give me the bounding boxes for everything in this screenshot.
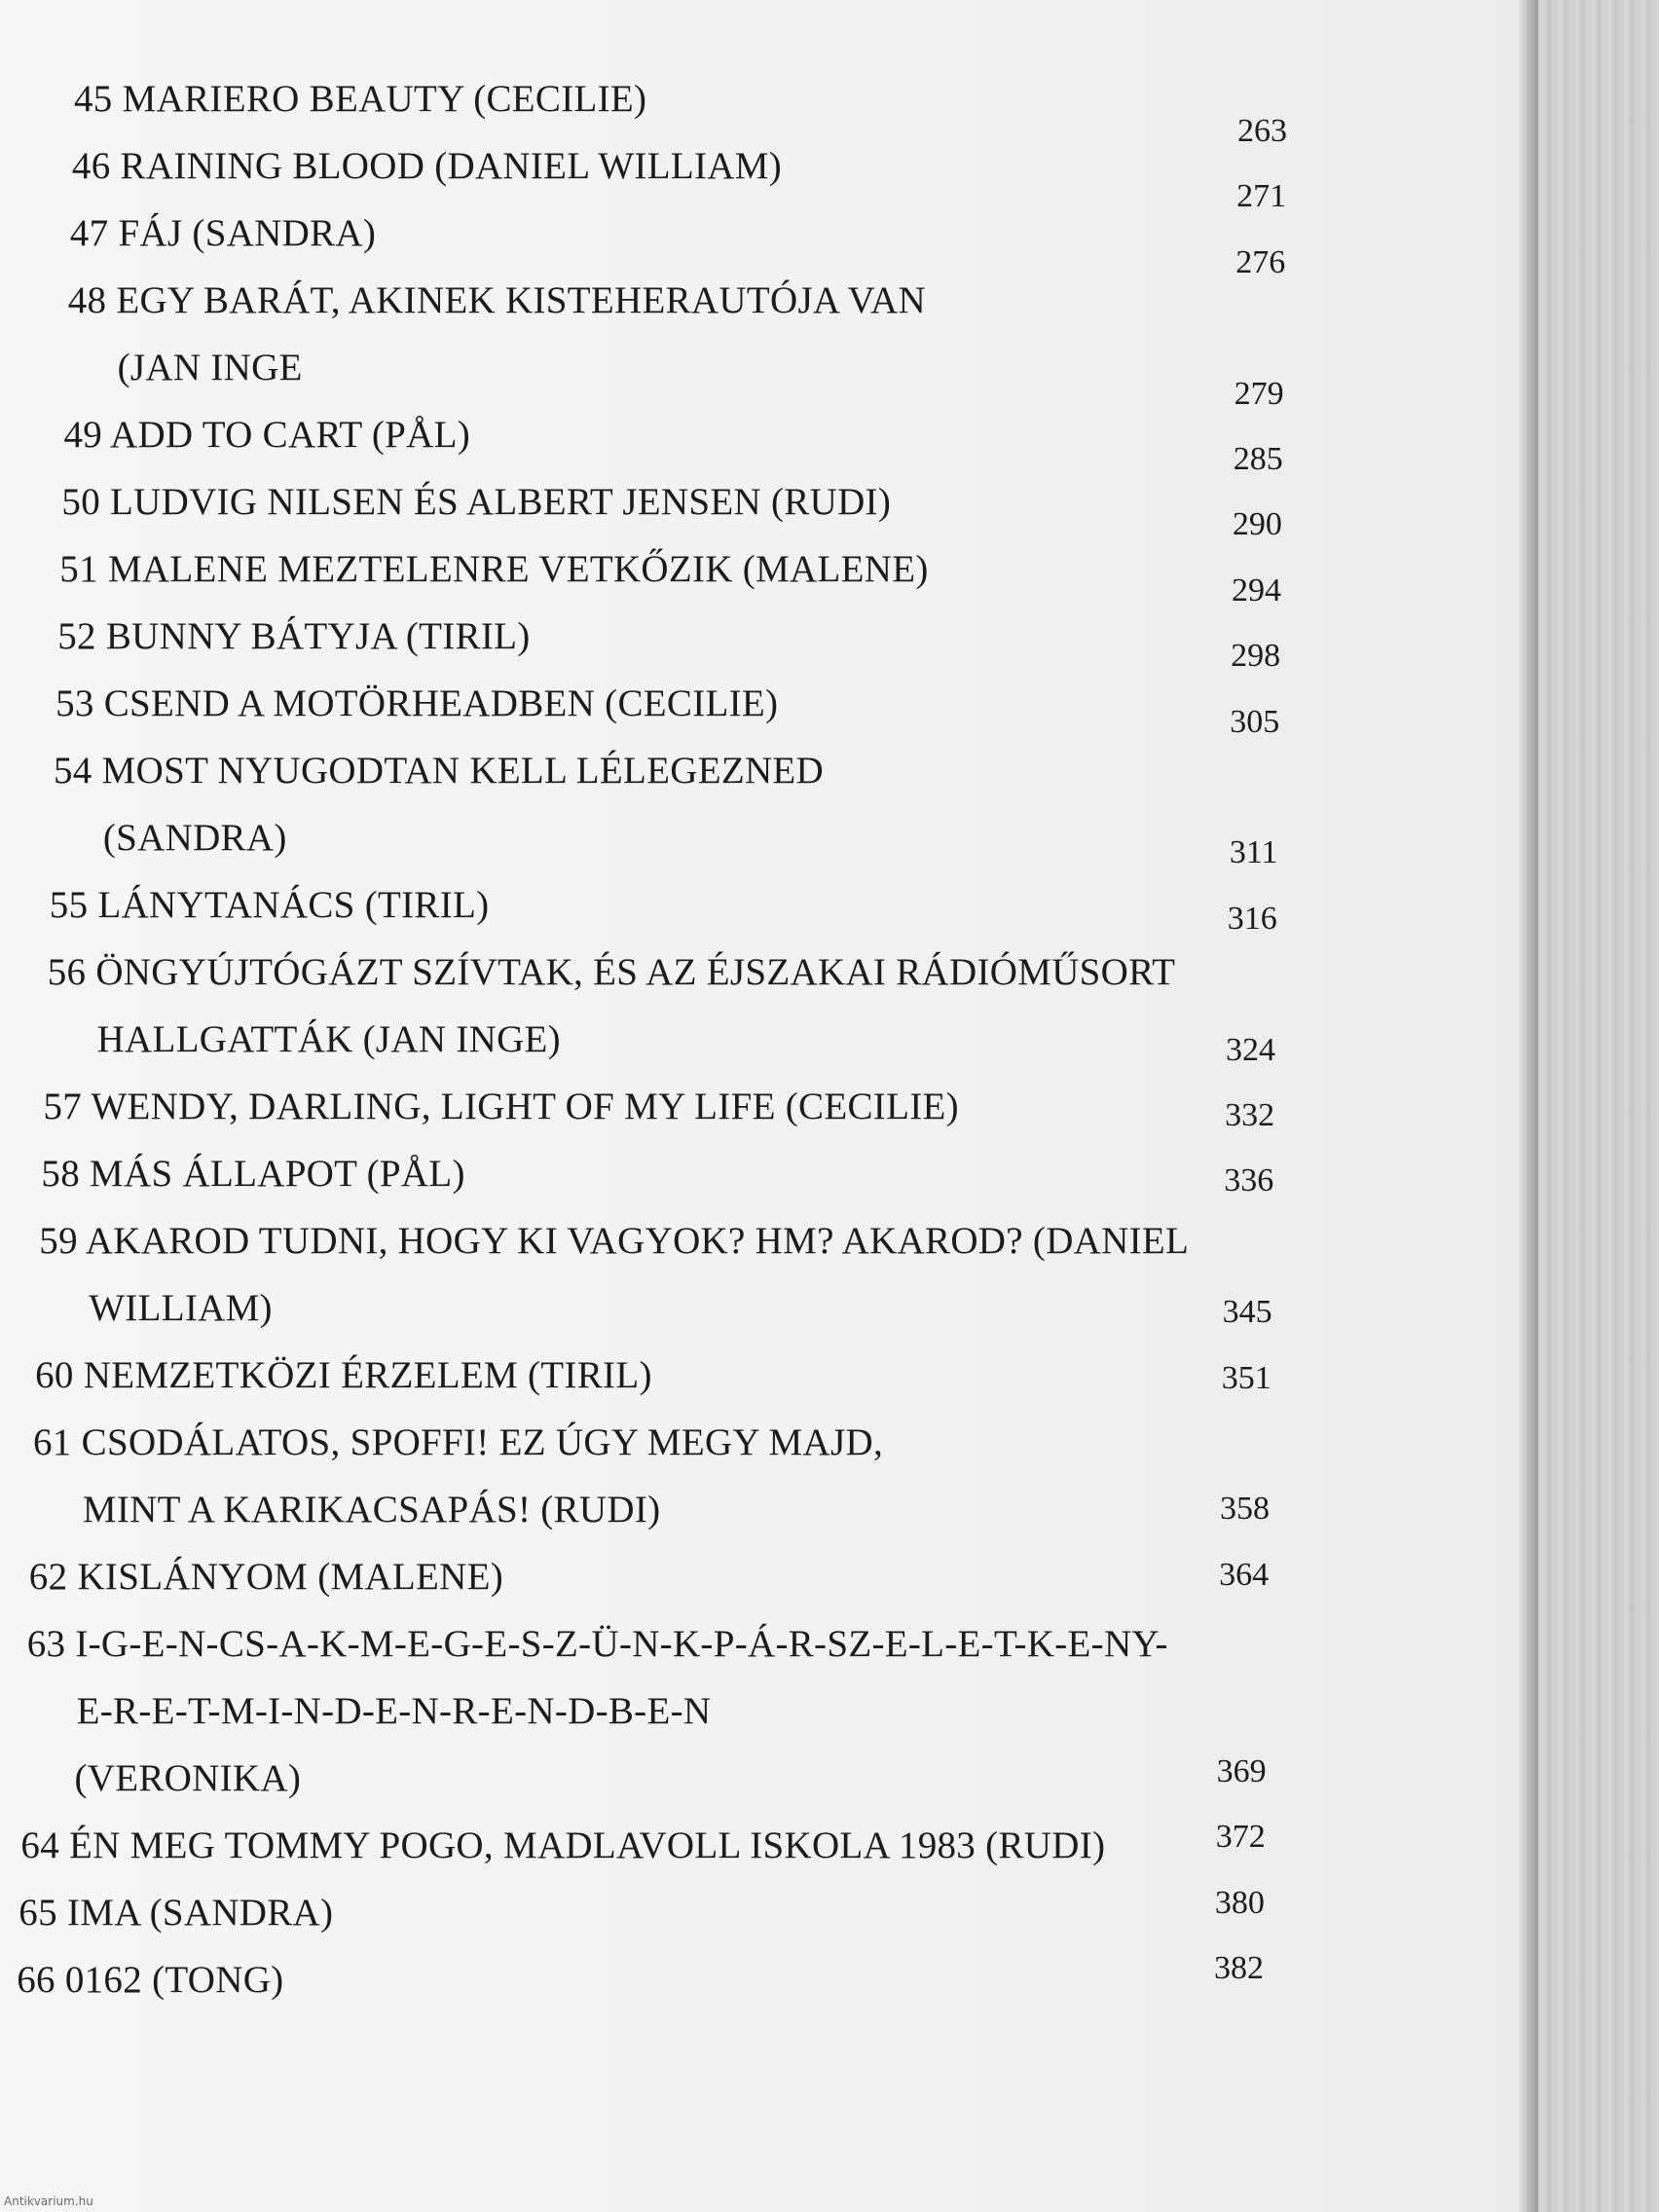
toc-entry-page-number: 311 <box>1229 834 1278 871</box>
toc-entry-title-line: (VERONIKA) <box>74 1757 302 1799</box>
toc-entry-title-line: 55 LÁNYTANÁCS (TIRIL) <box>49 884 490 926</box>
toc-entry-title-line: 50 LUDVIG NILSEN ÉS ALBERT JENSEN (RUDI) <box>61 481 892 523</box>
toc-entry-page-number: 345 <box>1222 1294 1272 1331</box>
toc-entry-title-line: 56 ÖNGYÚJTÓGÁZT SZÍVTAK, ÉS AZ ÉJSZAKAI RÁDIÓMŰSORT <box>47 951 1176 993</box>
toc-entry-title-line: E-R-E-T-M-I-N-D-E-N-R-E-N-D-B-E-N <box>76 1690 712 1732</box>
toc-entry-page-number: 316 <box>1227 900 1277 937</box>
toc-entry-title-line: 61 CSODÁLATOS, SPOFFI! EZ ÚGY MEGY MAJD, <box>33 1421 883 1463</box>
toc-entry-page-number: 294 <box>1232 571 1281 608</box>
toc-entry-title-line: 65 IMA (SANDRA) <box>18 1892 334 1934</box>
toc-entry-title-line: (SANDRA) <box>102 817 287 859</box>
toc-entry-title-line: 60 NEMZETKÖZI ÉRZELEM (TIRIL) <box>35 1354 652 1396</box>
toc-entry-title-line: 45 MARIERO BEAUTY (CECILIE) <box>74 78 647 120</box>
toc-entry-page-number: 336 <box>1224 1162 1274 1199</box>
toc-entry-page-number: 285 <box>1233 441 1283 477</box>
toc-entry-title-line: 58 MÁS ÁLLAPOT (PÅL) <box>41 1153 465 1195</box>
toc-entry-title-line: 62 KISLÁNYOM (MALENE) <box>28 1556 504 1598</box>
toc-entry-title-line: 52 BUNNY BÁTYJA (TIRIL) <box>57 615 531 657</box>
background-surface <box>1538 0 1659 2212</box>
toc-entry-page-number: 305 <box>1230 703 1280 740</box>
toc-entry-title-line: MINT A KARIKACSAPÁS! (RUDI) <box>82 1489 661 1530</box>
toc-entry-page-number: 290 <box>1232 506 1282 543</box>
toc-entry-page-number: 279 <box>1234 375 1284 412</box>
toc-entry-title-line: 46 RAINING BLOOD (DANIEL WILLIAM) <box>71 145 782 187</box>
toc-entry-title-line: 51 MALENE MEZTELENRE VETKŐZIK (MALENE) <box>59 548 929 590</box>
toc-entry-page-number: 351 <box>1221 1359 1272 1396</box>
toc-entry-page-number: 298 <box>1231 638 1281 675</box>
toc-entry-title-line: 66 0162 (TONG) <box>17 1959 284 2001</box>
toc-entry-title-line: (JAN INGE <box>117 347 303 388</box>
toc-entry-page-number: 276 <box>1235 243 1286 280</box>
toc-entry-page-number: 364 <box>1219 1556 1270 1593</box>
toc-entry-title-line: 48 EGY BARÁT, AKINEK KISTEHERAUTÓJA VAN <box>67 279 926 321</box>
toc-entry-page-number: 324 <box>1226 1031 1275 1068</box>
toc-entry-page-number: 380 <box>1214 1884 1265 1921</box>
watermark: Antikvarium.hu <box>4 2194 93 2208</box>
toc-entry-page-number: 263 <box>1237 113 1287 149</box>
toc-entry-page-number: 372 <box>1215 1819 1266 1856</box>
toc-entry-title-line: 64 ÉN MEG TOMMY POGO, MADLAVOLL ISKOLA 1983 (RUDI) <box>20 1825 1106 1866</box>
toc-entry-page-number: 369 <box>1216 1753 1267 1789</box>
toc-entry-title-line: 59 AKAROD TUDNI, HOGY KI VAGYOK? HM? AKAROD? (DANIEL <box>39 1220 1190 1262</box>
toc-entry-title-line: HALLGATTÁK (JAN INGE) <box>96 1018 561 1060</box>
toc-entry-page-number: 332 <box>1225 1097 1275 1133</box>
toc-entry-title-line: 47 FÁJ (SANDRA) <box>69 212 377 254</box>
toc-entry-page-number: 358 <box>1220 1491 1270 1528</box>
toc-entry-page-number: 382 <box>1214 1950 1264 1987</box>
toc-entry-page-number: 271 <box>1236 178 1287 215</box>
toc-entry-title-line: 63 I-G-E-N-CS-A-K-M-E-G-E-S-Z-Ü-N-K-P-Á-R-SZ-E-L-E-T-K-E-NY- <box>26 1623 1168 1665</box>
toc-entry-title-line: WILLIAM) <box>89 1287 273 1329</box>
toc-entry-title-line: 57 WENDY, DARLING, LIGHT OF MY LIFE (CECILIE) <box>43 1086 959 1127</box>
toc-entry-title-line: 49 ADD TO CART (PÅL) <box>63 414 471 456</box>
toc-entry-title-line: 54 MOST NYUGODTAN KELL LÉLEGEZNED <box>54 750 825 792</box>
toc-entry-title-line: 53 CSEND A MOTÖRHEADBEN (CECILIE) <box>55 682 779 724</box>
